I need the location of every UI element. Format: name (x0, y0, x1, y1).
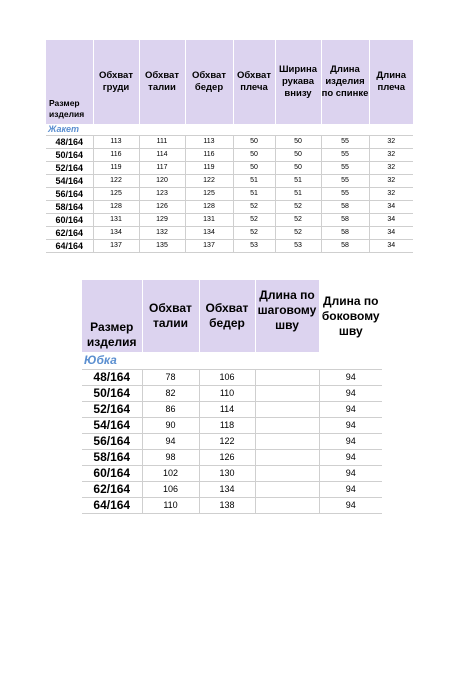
value-cell: 119 (93, 162, 139, 175)
size-cell: 62/164 (82, 482, 142, 498)
value-cell: 50 (233, 149, 275, 162)
size-cell: 52/164 (82, 402, 142, 418)
value-cell: 131 (185, 214, 233, 227)
table-row (82, 370, 382, 386)
value-cell: 52 (233, 214, 275, 227)
value-cell: 128 (185, 201, 233, 214)
value-cell: 94 (319, 402, 382, 418)
value-cell: 94 (319, 466, 382, 482)
value-cell: 50 (233, 136, 275, 149)
value-cell: 94 (319, 434, 382, 450)
value-cell: 128 (93, 201, 139, 214)
value-cell: 90 (142, 418, 199, 434)
value-cell: 50 (233, 162, 275, 175)
skirt-header-cell: Длина по боковому шву (319, 280, 382, 352)
value-cell: 122 (199, 434, 255, 450)
size-cell: 64/164 (82, 498, 142, 514)
value-cell: 137 (93, 240, 139, 253)
jacket-size-table (46, 40, 413, 253)
size-cell: 50/164 (46, 149, 93, 162)
size-cell: 48/164 (46, 136, 93, 149)
value-cell: 34 (369, 227, 413, 240)
skirt-header-cell: Обхват бедер (199, 280, 255, 352)
value-cell: 137 (185, 240, 233, 253)
jacket-header-cell: Обхват талии (139, 40, 185, 124)
table-row (82, 434, 382, 450)
value-cell: 32 (369, 162, 413, 175)
value-cell: 51 (275, 188, 321, 201)
value-cell: 116 (93, 149, 139, 162)
value-cell: 135 (139, 240, 185, 253)
value-cell: 52 (233, 201, 275, 214)
value-cell: 110 (142, 498, 199, 514)
value-cell: 118 (199, 418, 255, 434)
jacket-header-cell: Обхват бедер (185, 40, 233, 124)
jacket-header-cell: Обхват плеча (233, 40, 275, 124)
value-cell: 134 (185, 227, 233, 240)
table-row (82, 482, 382, 498)
table-row (82, 418, 382, 434)
table-row (46, 214, 413, 227)
table-row (82, 386, 382, 402)
value-cell: 94 (142, 434, 199, 450)
jacket-header-cell: Длина плеча (369, 40, 413, 124)
size-cell: 50/164 (82, 386, 142, 402)
value-cell: 94 (319, 450, 382, 466)
value-cell: 51 (233, 188, 275, 201)
value-cell: 134 (93, 227, 139, 240)
table-row (82, 450, 382, 466)
jacket-section-row (46, 124, 413, 136)
value-cell: 114 (139, 149, 185, 162)
value-cell: 116 (185, 149, 233, 162)
value-cell: 52 (233, 227, 275, 240)
value-cell: 94 (319, 498, 382, 514)
size-cell: 58/164 (82, 450, 142, 466)
value-cell: 131 (93, 214, 139, 227)
value-cell: 122 (185, 175, 233, 188)
size-cell: 60/164 (82, 466, 142, 482)
value-cell: 138 (199, 498, 255, 514)
jacket-header-cell: Ширина рукава внизу (275, 40, 321, 124)
value-cell: 50 (275, 162, 321, 175)
skirt-section-label: Юбка (82, 352, 382, 370)
table-row (46, 188, 413, 201)
value-cell (255, 402, 319, 418)
size-cell: 58/164 (46, 201, 93, 214)
value-cell: 58 (321, 240, 369, 253)
value-cell: 132 (139, 227, 185, 240)
table-row (46, 240, 413, 253)
table-row (82, 466, 382, 482)
value-cell: 126 (139, 201, 185, 214)
value-cell: 113 (185, 136, 233, 149)
value-cell: 55 (321, 149, 369, 162)
value-cell: 51 (275, 175, 321, 188)
value-cell: 55 (321, 136, 369, 149)
value-cell: 94 (319, 418, 382, 434)
value-cell (255, 370, 319, 386)
value-cell: 123 (139, 188, 185, 201)
size-cell: 54/164 (46, 175, 93, 188)
skirt-size-table (82, 280, 382, 514)
jacket-header-cell: Обхват груди (93, 40, 139, 124)
size-cell: 56/164 (82, 434, 142, 450)
value-cell: 34 (369, 214, 413, 227)
table-row (46, 201, 413, 214)
value-cell: 55 (321, 175, 369, 188)
value-cell: 122 (93, 175, 139, 188)
value-cell: 51 (233, 175, 275, 188)
value-cell: 32 (369, 136, 413, 149)
value-cell: 120 (139, 175, 185, 188)
value-cell (255, 386, 319, 402)
value-cell: 32 (369, 175, 413, 188)
size-cell: 52/164 (46, 162, 93, 175)
table-row (82, 498, 382, 514)
value-cell: 113 (93, 136, 139, 149)
table-row (46, 149, 413, 162)
value-cell (255, 434, 319, 450)
value-cell: 114 (199, 402, 255, 418)
value-cell: 58 (321, 214, 369, 227)
value-cell: 125 (93, 188, 139, 201)
value-cell: 52 (275, 214, 321, 227)
skirt-header-cell: Обхват талии (142, 280, 199, 352)
value-cell: 55 (321, 162, 369, 175)
value-cell (255, 482, 319, 498)
jacket-header-cell: Размер изделия (46, 40, 93, 124)
value-cell: 117 (139, 162, 185, 175)
skirt-section-row (82, 352, 382, 370)
value-cell: 134 (199, 482, 255, 498)
value-cell: 106 (199, 370, 255, 386)
value-cell: 86 (142, 402, 199, 418)
value-cell: 53 (275, 240, 321, 253)
value-cell: 119 (185, 162, 233, 175)
table-row (82, 402, 382, 418)
value-cell: 110 (199, 386, 255, 402)
value-cell: 94 (319, 482, 382, 498)
value-cell: 129 (139, 214, 185, 227)
value-cell: 125 (185, 188, 233, 201)
table-row (46, 136, 413, 149)
value-cell: 34 (369, 201, 413, 214)
table-row (46, 227, 413, 240)
size-cell: 54/164 (82, 418, 142, 434)
value-cell: 78 (142, 370, 199, 386)
size-cell: 60/164 (46, 214, 93, 227)
value-cell: 52 (275, 201, 321, 214)
value-cell: 32 (369, 188, 413, 201)
value-cell: 94 (319, 386, 382, 402)
value-cell (255, 498, 319, 514)
table-row (46, 175, 413, 188)
value-cell: 34 (369, 240, 413, 253)
skirt-header-cell: Размер изделия (82, 280, 142, 352)
jacket-header-row (46, 40, 413, 124)
value-cell: 50 (275, 149, 321, 162)
skirt-header-cell: Длина по шаговому шву (255, 280, 319, 352)
value-cell: 106 (142, 482, 199, 498)
table-row (46, 162, 413, 175)
size-cell: 62/164 (46, 227, 93, 240)
size-cell: 56/164 (46, 188, 93, 201)
value-cell (255, 466, 319, 482)
value-cell: 82 (142, 386, 199, 402)
value-cell: 98 (142, 450, 199, 466)
value-cell: 94 (319, 370, 382, 386)
value-cell: 126 (199, 450, 255, 466)
value-cell: 111 (139, 136, 185, 149)
value-cell: 32 (369, 149, 413, 162)
size-cell: 48/164 (82, 370, 142, 386)
value-cell: 130 (199, 466, 255, 482)
value-cell (255, 418, 319, 434)
value-cell: 58 (321, 227, 369, 240)
value-cell: 102 (142, 466, 199, 482)
value-cell: 52 (275, 227, 321, 240)
value-cell: 53 (233, 240, 275, 253)
jacket-header-cell: Длина изделия по спинке (321, 40, 369, 124)
jacket-section-label: Жакет (46, 124, 413, 136)
value-cell (255, 450, 319, 466)
value-cell: 58 (321, 201, 369, 214)
value-cell: 50 (275, 136, 321, 149)
size-cell: 64/164 (46, 240, 93, 253)
skirt-header-row (82, 280, 382, 352)
value-cell: 55 (321, 188, 369, 201)
